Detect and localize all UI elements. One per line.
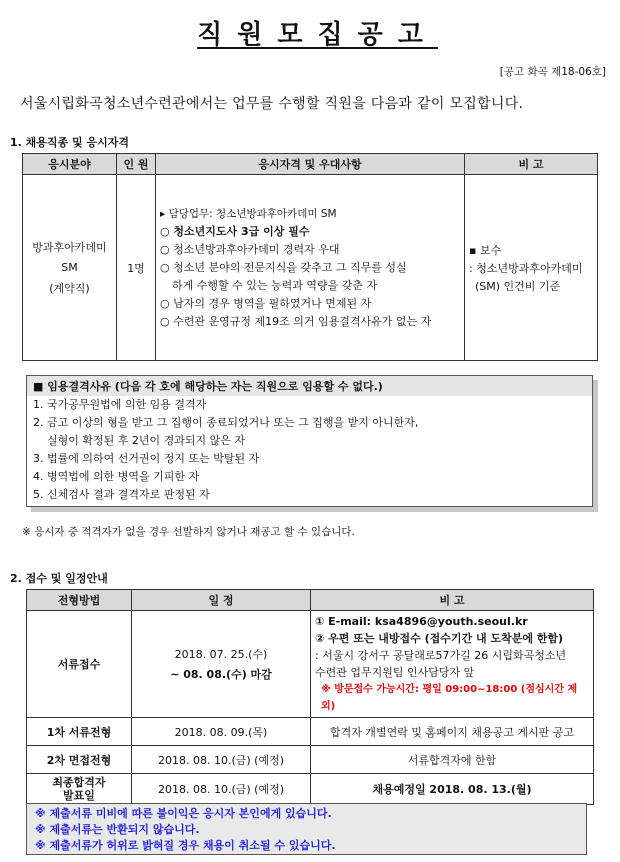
section2-heading: 2. 접수 및 일정안내 xyxy=(10,572,108,585)
col-method: 전형방법 xyxy=(27,590,132,611)
remark-address: : 서울시 강서구 공달래로57가길 26 시립화곡청소년 xyxy=(315,649,567,662)
remark-cell xyxy=(311,611,594,718)
schedule-table xyxy=(26,589,594,805)
disq-item: 5. 신체검사 결과 결격자로 판정된 자 xyxy=(33,488,210,501)
disqualification-box xyxy=(26,375,593,507)
col-count: 인 원 xyxy=(117,154,156,175)
remark-line: (SM) 인건비 기준 xyxy=(475,279,561,293)
remark-cell: 채용예정일 2018. 08. 13.(월) xyxy=(311,774,594,805)
duty-line: ▸ 담당업무: 청소년방과후아카데미 SM xyxy=(160,207,337,220)
col-field: 응시분야 xyxy=(23,154,117,175)
date-cell xyxy=(132,611,311,718)
footer-line: ※ 제출서류는 반환되지 않습니다. xyxy=(35,823,200,836)
qual-line: 하게 수행할 수 있는 능력과 역량을 갖춘 자 xyxy=(172,278,378,292)
remark-title: ▪ 보수 xyxy=(469,243,502,257)
remark-cell: 합격자 개별연락 및 홈페이지 채용공고 게시판 공고 xyxy=(311,718,594,746)
qual-line: ○ 수련관 운영규정 제19조 의거 임용결격사유가 없는 자 xyxy=(160,314,432,328)
date-start: 2018. 07. 25.(수) xyxy=(174,648,268,661)
page-title: 직원모집공고 xyxy=(197,20,438,50)
remark-cell: 서류합격자에 한함 xyxy=(311,746,594,774)
qual-line: ○ 청소년 분야의 전문지식을 갖추고 그 직무를 성실 xyxy=(160,260,407,274)
col-qualification: 응시자격 및 우대사항 xyxy=(156,154,465,175)
remark-address: 수련관 업무지원팀 인사담당자 앞 xyxy=(315,666,475,679)
qual-line: ○ 청소년지도사 3급 이상 필수 xyxy=(160,224,310,238)
field-role: SM xyxy=(61,261,78,274)
method-cell: 1차 서류전형 xyxy=(27,718,132,746)
remark-visit-hours: ※ 방문접수 가능시간: 평일 09:00~18:00 (점심시간 제외) xyxy=(321,684,578,712)
disq-item: 4. 병역법에 의한 병역을 기피한 자 xyxy=(33,470,200,483)
qual-line: ○ 청소년방과후아카데미 경력자 우대 xyxy=(160,242,340,256)
section1-heading: 1. 채용직종 및 응시자격 xyxy=(10,136,129,149)
col-remark: 비 고 xyxy=(465,154,598,175)
remark-cell xyxy=(465,175,598,361)
date-end: ~ 08. 08.(수) 마감 xyxy=(170,668,272,681)
method-cell: 서류접수 xyxy=(27,611,132,718)
method-cell xyxy=(27,774,132,805)
notice-number: [공고 화곡 제18-06호] xyxy=(499,66,606,78)
method-line: 최종합격자 xyxy=(52,776,106,789)
disq-item: 3. 법률에 의하여 선거권이 정지 또는 박탈된 자 xyxy=(33,452,260,465)
date-cell: 2018. 08. 10.(금) (예정) xyxy=(132,774,311,805)
field-type: (계약직) xyxy=(49,282,90,295)
method-line: 발표일 xyxy=(63,789,95,802)
qualification-table xyxy=(22,153,598,361)
remark-email: ① E-mail: ksa4896@youth.seoul.kr xyxy=(315,615,528,628)
disq-item: 실형이 확정된 후 2년이 경과되지 않은 자 xyxy=(47,434,245,447)
qual-line: ○ 남자의 경우 병역을 필하였거나 면제된 자 xyxy=(160,296,372,310)
notice-note: ※ 응시자 중 적격자가 없을 경우 선발하지 않거나 재공고 할 수 있습니다. xyxy=(22,526,355,538)
remark-post: ② 우편 또는 내방접수 (접수기간 내 도착분에 한함) xyxy=(315,632,564,645)
field-cell xyxy=(23,175,117,361)
footer-notice xyxy=(26,803,587,855)
footer-line: ※ 제출서류가 허위로 밝혀질 경우 채용이 취소될 수 있습니다. xyxy=(35,839,336,852)
disq-item: 2. 금고 이상의 형을 받고 그 집행이 종료되었거나 또는 그 집행을 받지 아니한자, xyxy=(33,416,419,429)
method-cell: 2차 면접전형 xyxy=(27,746,132,774)
disqualification-heading: ■ 임용결격사유 (다음 각 호에 해당하는 자는 직원으로 임용할 수 없다.) xyxy=(27,376,592,396)
disq-item: 1. 국가공무원법에 의한 임용 결격자 xyxy=(33,398,207,411)
field-name: 방과후아카데미 xyxy=(32,241,107,254)
date-cell: 2018. 08. 10.(금) (예정) xyxy=(132,746,311,774)
intro-text: 서울시립화곡청소년수련관에서는 업무를 수행할 직원을 다음과 같이 모집합니다. xyxy=(20,96,524,112)
qualification-cell xyxy=(156,175,465,361)
footer-line: ※ 제출서류 미비에 따른 불이익은 응시자 본인에게 있습니다. xyxy=(35,807,332,820)
date-cell: 2018. 08. 09.(목) xyxy=(132,718,311,746)
col-date: 일 정 xyxy=(132,590,311,611)
col-remark: 비 고 xyxy=(311,590,594,611)
remark-line: : 청소년방과후아카데미 xyxy=(469,261,583,275)
count-cell: 1명 xyxy=(117,175,156,361)
